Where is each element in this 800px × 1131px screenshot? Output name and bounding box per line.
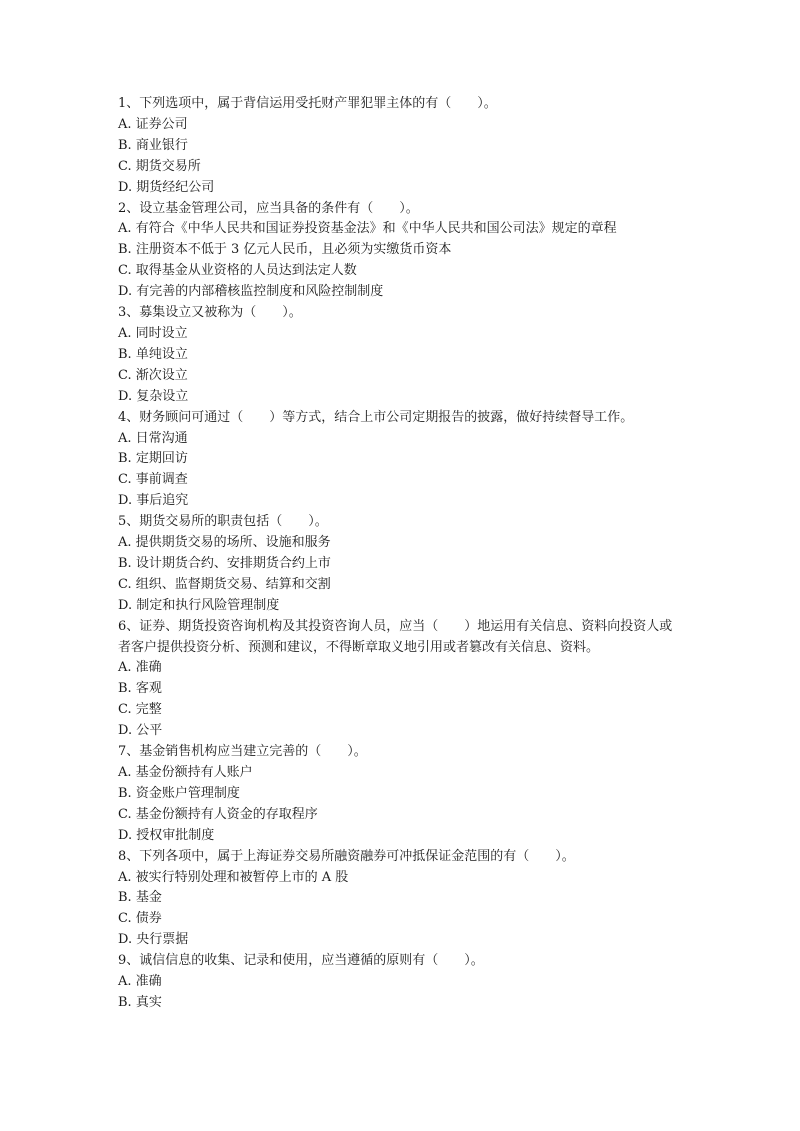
option-a: A. 提供期货交易的场所、设施和服务	[118, 535, 331, 551]
question-7	[118, 742, 684, 847]
option-a: A. 有符合《中华人民共和国证券投资基金法》和《中华人民共和国公司法》规定的章程	[118, 221, 617, 237]
question-6	[118, 617, 684, 742]
option-d: D. 事后追究	[118, 493, 189, 509]
option-a: A. 准确	[118, 660, 162, 676]
question-text: 7、基金销售机构应当建立完善的（ ）。	[118, 744, 367, 760]
option-a: A. 基金份额持有人账户	[118, 765, 253, 780]
question-text: 9、诚信信息的收集、记录和使用，应当遵循的原则有（ ）。	[118, 953, 484, 969]
question-3	[118, 303, 684, 408]
option-b: B. 基金	[118, 890, 162, 906]
option-b: B. 客观	[118, 681, 162, 697]
option-c: C. 组织、监督期货交易、结算和交割	[118, 576, 331, 592]
question-text: 3、募集设立又被称为（ ）。	[118, 305, 302, 321]
option-d: D. 复杂设立	[118, 388, 189, 404]
option-a: A. 被实行特别处理和被暂停上市的 A 股	[118, 869, 349, 885]
option-c: C. 取得基金从业资格的人员达到法定人数	[118, 263, 357, 279]
option-b: B. 资金账户管理制度	[118, 785, 240, 801]
question-text: 4、财务顾问可通过（ ）等方式，结合上市公司定期报告的披露，做好持续督导工作。	[118, 409, 634, 425]
option-b: B. 单纯设立	[118, 346, 188, 362]
option-d: D. 有完善的内部稽核监控制度和风险控制制度	[118, 284, 384, 300]
option-a: A. 同时设立	[118, 325, 188, 341]
option-c: C. 渐次设立	[118, 367, 188, 383]
question-text: 6、证券、期货投资咨询机构及其投资咨询人员，应当（ ）地运用有关信息、资料向投资人或者客户提供投资分析、预测和建议，不得断章取义地引用或者篡改有关信息、资料。	[118, 618, 673, 655]
option-d: D. 制定和执行风险管理制度	[118, 597, 280, 613]
option-a: A. 日常沟通	[118, 430, 188, 446]
option-b: B. 注册资本不低于 3 亿元人民币，且必须为实缴货币资本	[118, 242, 452, 258]
option-c: C. 期货交易所	[118, 158, 201, 174]
question-text: 8、下列各项中，属于上海证券交易所融资融券可冲抵保证金范围的有（ ）。	[118, 848, 575, 864]
option-b: B. 商业银行	[118, 137, 188, 153]
option-c: C. 债券	[118, 911, 162, 927]
question-text: 5、期货交易所的职责包括（ ）。	[118, 514, 328, 530]
question-text: 1、下列选项中，属于背信运用受托财产罪犯罪主体的有（ ）。	[118, 96, 497, 111]
document-page	[118, 94, 684, 1014]
option-d: D. 期货经纪公司	[118, 179, 215, 195]
question-5	[118, 512, 684, 617]
option-d: D. 公平	[118, 723, 163, 739]
option-b: B. 设计期货合约、安排期货合约上市	[118, 555, 331, 571]
option-b: B. 真实	[118, 994, 162, 1010]
question-8	[118, 847, 684, 952]
question-text: 2、设立基金管理公司，应当具备的条件有（ ）。	[118, 200, 419, 216]
option-a: A. 准确	[118, 974, 162, 990]
question-1	[118, 94, 684, 199]
option-c: C. 基金份额持有人资金的存取程序	[118, 806, 318, 822]
option-c: C. 事前调查	[118, 472, 188, 488]
question-2	[118, 199, 684, 304]
question-9	[118, 951, 684, 1014]
option-d: D. 授权审批制度	[118, 827, 215, 843]
question-4	[118, 408, 684, 513]
option-a: A. 证券公司	[118, 116, 188, 132]
option-b: B. 定期回访	[118, 451, 188, 467]
option-d: D. 央行票据	[118, 932, 189, 948]
option-c: C. 完整	[118, 702, 162, 718]
